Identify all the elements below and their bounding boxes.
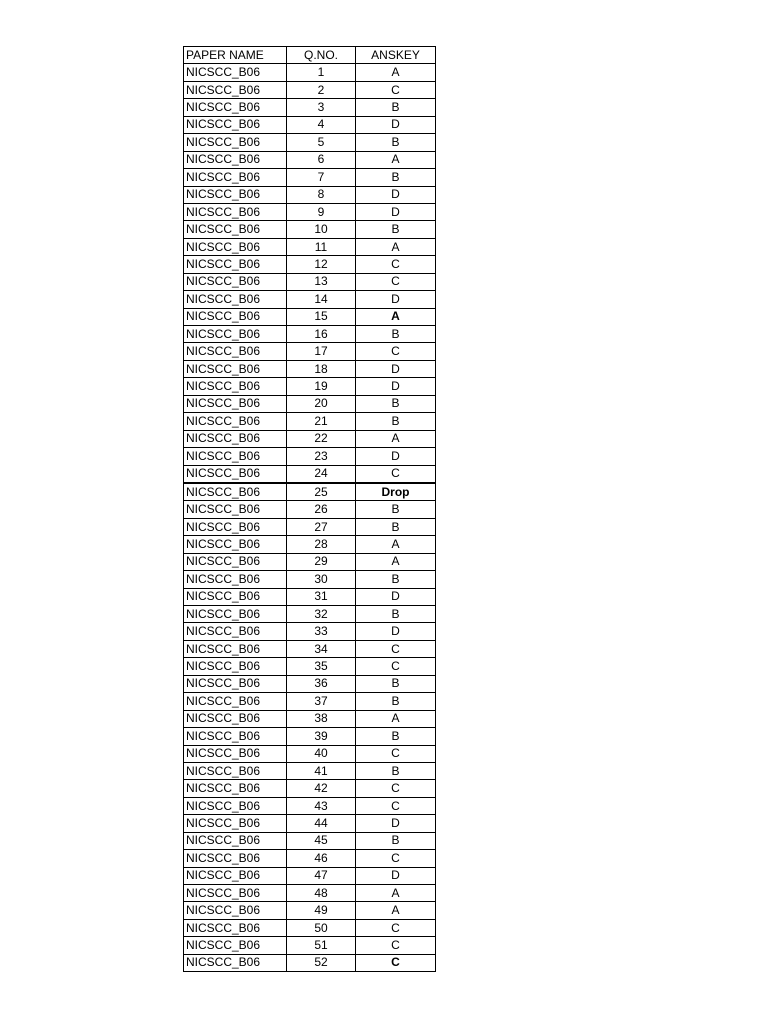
answer-key-cell: B: [356, 99, 436, 116]
paper-name-cell: NICSCC_B06: [184, 571, 287, 588]
answer-key-cell: D: [356, 291, 436, 308]
paper-name-cell: NICSCC_B06: [184, 151, 287, 168]
paper-name-cell: NICSCC_B06: [184, 623, 287, 640]
paper-name-cell: NICSCC_B06: [184, 518, 287, 535]
answer-key-cell: C: [356, 640, 436, 657]
answer-key-cell: D: [356, 203, 436, 220]
question-number-cell: 21: [287, 413, 356, 430]
question-number-cell: 28: [287, 536, 356, 553]
paper-name-cell: NICSCC_B06: [184, 762, 287, 779]
question-number-cell: 22: [287, 430, 356, 447]
table-row: [184, 116, 436, 133]
table-row: [184, 919, 436, 936]
question-number-cell: 31: [287, 588, 356, 605]
answer-key-cell: C: [356, 465, 436, 483]
answer-key-cell: C: [356, 937, 436, 954]
question-number-cell: 15: [287, 308, 356, 325]
question-number-cell: 8: [287, 186, 356, 203]
paper-name-cell: NICSCC_B06: [184, 693, 287, 710]
paper-name-cell: NICSCC_B06: [184, 448, 287, 465]
answer-key-cell: B: [356, 413, 436, 430]
header-paper-name: PAPER NAME: [184, 47, 287, 64]
answer-key-cell: A: [356, 430, 436, 447]
paper-name-cell: NICSCC_B06: [184, 919, 287, 936]
header-row: [184, 47, 436, 64]
question-number-cell: 41: [287, 762, 356, 779]
paper-name-cell: NICSCC_B06: [184, 658, 287, 675]
paper-name-cell: NICSCC_B06: [184, 728, 287, 745]
question-number-cell: 17: [287, 343, 356, 360]
answer-key-cell: D: [356, 623, 436, 640]
question-number-cell: 50: [287, 919, 356, 936]
paper-name-cell: NICSCC_B06: [184, 797, 287, 814]
question-number-cell: 40: [287, 745, 356, 762]
table-row: [184, 623, 436, 640]
question-number-cell: 18: [287, 360, 356, 377]
table-row: [184, 221, 436, 238]
question-number-cell: 52: [287, 954, 356, 971]
answer-key-cell: C: [356, 850, 436, 867]
answer-key-cell: B: [356, 728, 436, 745]
table-row: [184, 675, 436, 692]
paper-name-cell: NICSCC_B06: [184, 483, 287, 501]
paper-name-cell: NICSCC_B06: [184, 780, 287, 797]
paper-name-cell: NICSCC_B06: [184, 169, 287, 186]
table-row: [184, 588, 436, 605]
paper-name-cell: NICSCC_B06: [184, 64, 287, 81]
paper-name-cell: NICSCC_B06: [184, 81, 287, 98]
table-row: [184, 186, 436, 203]
question-number-cell: 29: [287, 553, 356, 570]
question-number-cell: 34: [287, 640, 356, 657]
table-row: [184, 815, 436, 832]
answer-key-cell: A: [356, 536, 436, 553]
question-number-cell: 38: [287, 710, 356, 727]
answer-key-cell: D: [356, 360, 436, 377]
table-row: [184, 693, 436, 710]
paper-name-cell: NICSCC_B06: [184, 588, 287, 605]
answer-key-cell: B: [356, 762, 436, 779]
question-number-cell: 43: [287, 797, 356, 814]
question-number-cell: 9: [287, 203, 356, 220]
answer-key-cell: B: [356, 326, 436, 343]
table-row: [184, 378, 436, 395]
question-number-cell: 30: [287, 571, 356, 588]
table-row: [184, 762, 436, 779]
answer-key-cell: A: [356, 885, 436, 902]
answer-key-cell: B: [356, 571, 436, 588]
question-number-cell: 25: [287, 483, 356, 501]
answer-key-cell: D: [356, 448, 436, 465]
question-number-cell: 49: [287, 902, 356, 919]
paper-name-cell: NICSCC_B06: [184, 360, 287, 377]
paper-name-cell: NICSCC_B06: [184, 99, 287, 116]
paper-name-cell: NICSCC_B06: [184, 413, 287, 430]
paper-name-cell: NICSCC_B06: [184, 902, 287, 919]
answer-key-cell: B: [356, 501, 436, 518]
paper-name-cell: NICSCC_B06: [184, 378, 287, 395]
paper-name-cell: NICSCC_B06: [184, 937, 287, 954]
paper-name-cell: NICSCC_B06: [184, 745, 287, 762]
paper-name-cell: NICSCC_B06: [184, 867, 287, 884]
answer-key-cell: C: [356, 797, 436, 814]
table-row: [184, 780, 436, 797]
table-row: [184, 797, 436, 814]
table-row: [184, 954, 436, 971]
answer-key-cell: A: [356, 308, 436, 325]
question-number-cell: 42: [287, 780, 356, 797]
table-row: [184, 64, 436, 81]
answer-key-cell: Drop: [356, 483, 436, 501]
paper-name-cell: NICSCC_B06: [184, 430, 287, 447]
paper-name-cell: NICSCC_B06: [184, 501, 287, 518]
question-number-cell: 27: [287, 518, 356, 535]
table-row: [184, 745, 436, 762]
answer-key-cell: A: [356, 710, 436, 727]
answer-key-cell: B: [356, 675, 436, 692]
answer-key-cell: B: [356, 134, 436, 151]
question-number-cell: 6: [287, 151, 356, 168]
table-row: [184, 448, 436, 465]
table-row: [184, 169, 436, 186]
paper-name-cell: NICSCC_B06: [184, 536, 287, 553]
table-row: [184, 518, 436, 535]
table-row: [184, 571, 436, 588]
table-row: [184, 413, 436, 430]
question-number-cell: 35: [287, 658, 356, 675]
table-row: [184, 273, 436, 290]
paper-name-cell: NICSCC_B06: [184, 954, 287, 971]
table-row: [184, 536, 436, 553]
question-number-cell: 51: [287, 937, 356, 954]
table-row: [184, 640, 436, 657]
table-row: [184, 395, 436, 412]
question-number-cell: 20: [287, 395, 356, 412]
paper-name-cell: NICSCC_B06: [184, 465, 287, 483]
question-number-cell: 19: [287, 378, 356, 395]
paper-name-cell: NICSCC_B06: [184, 186, 287, 203]
question-number-cell: 4: [287, 116, 356, 133]
table-row: [184, 326, 436, 343]
question-number-cell: 23: [287, 448, 356, 465]
answer-key-cell: B: [356, 606, 436, 623]
answer-key-cell: B: [356, 832, 436, 849]
paper-name-cell: NICSCC_B06: [184, 326, 287, 343]
paper-name-cell: NICSCC_B06: [184, 343, 287, 360]
table-row: [184, 658, 436, 675]
question-number-cell: 5: [287, 134, 356, 151]
paper-name-cell: NICSCC_B06: [184, 203, 287, 220]
table-row: [184, 360, 436, 377]
paper-name-cell: NICSCC_B06: [184, 815, 287, 832]
answer-key-cell: D: [356, 815, 436, 832]
question-number-cell: 12: [287, 256, 356, 273]
paper-name-cell: NICSCC_B06: [184, 256, 287, 273]
question-number-cell: 11: [287, 238, 356, 255]
answer-key-cell: A: [356, 64, 436, 81]
paper-name-cell: NICSCC_B06: [184, 395, 287, 412]
question-number-cell: 47: [287, 867, 356, 884]
answer-key-cell: A: [356, 902, 436, 919]
answer-key-cell: A: [356, 151, 436, 168]
answer-key-cell: B: [356, 693, 436, 710]
header-qno: Q.NO.: [287, 47, 356, 64]
paper-name-cell: NICSCC_B06: [184, 553, 287, 570]
table-row: [184, 937, 436, 954]
answer-key-cell: B: [356, 518, 436, 535]
question-number-cell: 16: [287, 326, 356, 343]
paper-name-cell: NICSCC_B06: [184, 606, 287, 623]
answer-key-cell: C: [356, 256, 436, 273]
paper-name-cell: NICSCC_B06: [184, 238, 287, 255]
question-number-cell: 26: [287, 501, 356, 518]
question-number-cell: 37: [287, 693, 356, 710]
paper-name-cell: NICSCC_B06: [184, 221, 287, 238]
answer-key-cell: A: [356, 238, 436, 255]
answer-key-cell: A: [356, 553, 436, 570]
answer-key-cell: D: [356, 378, 436, 395]
paper-name-cell: NICSCC_B06: [184, 134, 287, 151]
table-row: [184, 291, 436, 308]
table-row: [184, 832, 436, 849]
table-row: [184, 256, 436, 273]
question-number-cell: 32: [287, 606, 356, 623]
answer-key-cell: C: [356, 343, 436, 360]
question-number-cell: 39: [287, 728, 356, 745]
question-number-cell: 33: [287, 623, 356, 640]
answer-key-cell: D: [356, 116, 436, 133]
table-row: [184, 343, 436, 360]
answer-key-cell: C: [356, 919, 436, 936]
paper-name-cell: NICSCC_B06: [184, 291, 287, 308]
question-number-cell: 13: [287, 273, 356, 290]
table-row: [184, 151, 436, 168]
paper-name-cell: NICSCC_B06: [184, 116, 287, 133]
answer-key-cell: C: [356, 780, 436, 797]
question-number-cell: 14: [287, 291, 356, 308]
answer-key-cell: C: [356, 81, 436, 98]
paper-name-cell: NICSCC_B06: [184, 850, 287, 867]
question-number-cell: 3: [287, 99, 356, 116]
table-row: [184, 99, 436, 116]
table-row: [184, 867, 436, 884]
table-row: [184, 308, 436, 325]
answer-key-cell: D: [356, 186, 436, 203]
table-row: [184, 710, 436, 727]
question-number-cell: 1: [287, 64, 356, 81]
table-row: [184, 850, 436, 867]
question-number-cell: 2: [287, 81, 356, 98]
table-row: [184, 606, 436, 623]
question-number-cell: 45: [287, 832, 356, 849]
paper-name-cell: NICSCC_B06: [184, 885, 287, 902]
table-row: [184, 203, 436, 220]
paper-name-cell: NICSCC_B06: [184, 675, 287, 692]
question-number-cell: 36: [287, 675, 356, 692]
table-row: [184, 885, 436, 902]
paper-name-cell: NICSCC_B06: [184, 308, 287, 325]
table-row: [184, 465, 436, 483]
answer-key-cell: C: [356, 745, 436, 762]
table-row: [184, 483, 436, 501]
answer-key-cell: D: [356, 588, 436, 605]
question-number-cell: 44: [287, 815, 356, 832]
table-row: [184, 501, 436, 518]
paper-name-cell: NICSCC_B06: [184, 640, 287, 657]
question-number-cell: 48: [287, 885, 356, 902]
answer-key-cell: C: [356, 954, 436, 971]
table-row: [184, 134, 436, 151]
question-number-cell: 46: [287, 850, 356, 867]
table-row: [184, 81, 436, 98]
question-number-cell: 10: [287, 221, 356, 238]
table-row: [184, 553, 436, 570]
answer-key-table: [183, 46, 436, 972]
paper-name-cell: NICSCC_B06: [184, 832, 287, 849]
answer-key-cell: B: [356, 169, 436, 186]
header-anskey: ANSKEY: [356, 47, 436, 64]
paper-name-cell: NICSCC_B06: [184, 710, 287, 727]
table-row: [184, 238, 436, 255]
answer-key-cell: C: [356, 658, 436, 675]
table-row: [184, 430, 436, 447]
table-row: [184, 902, 436, 919]
answer-key-cell: C: [356, 273, 436, 290]
paper-name-cell: NICSCC_B06: [184, 273, 287, 290]
table-row: [184, 728, 436, 745]
answer-key-cell: B: [356, 395, 436, 412]
answer-key-cell: B: [356, 221, 436, 238]
question-number-cell: 7: [287, 169, 356, 186]
answer-key-cell: D: [356, 867, 436, 884]
question-number-cell: 24: [287, 465, 356, 483]
